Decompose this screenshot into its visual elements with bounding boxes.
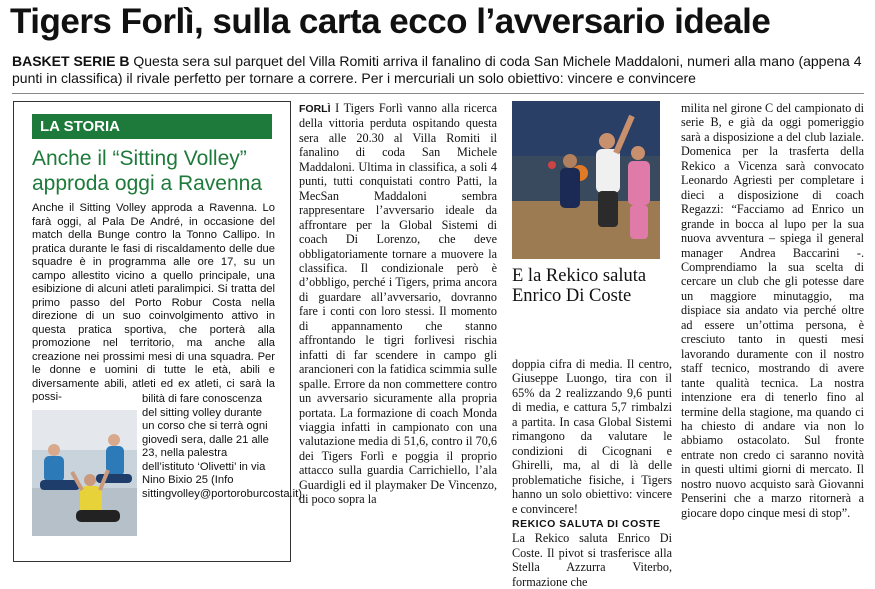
- subhead-text: Questa sera sul parquet del Villa Romiti arriva il fanalino di coda San Michele Maddaloni, numeri alla mano (appena 4 punti in classifica) il rivale perfetto per tornare a correre. Per i mercuriali un solo obiettivo: vincere e convincere: [12, 53, 862, 86]
- headline: Tigers Forlì, sulla carta ecco l’avversario ideale: [10, 2, 771, 41]
- header-divider: [12, 93, 864, 94]
- sidebar-text-continued: bilità di fare conoscenza del sitting volley durante un corso che si terrà ogni giovedì sera, dalle 21 alle 23, nella palestra dell’istituto ‘Olivetti’ in via Nino Bixio 25 (Info sittingvolley@portoroburcosta.it).: [142, 393, 306, 500]
- section-title: REKICO SALUTA DI COSTE: [512, 517, 661, 530]
- article-column-1: [299, 101, 497, 507]
- sidebar-tag: LA STORIA: [32, 114, 272, 139]
- sitting-volley-photo: [32, 410, 137, 536]
- subheadline: [12, 53, 867, 87]
- article-dateline: FORLÌ: [299, 103, 331, 115]
- sidebar-title: Anche il “Sitting Volley” approda oggi a Ravenna: [32, 147, 263, 195]
- photo-caption: E la Rekico saluta Enrico Di Coste: [512, 266, 647, 306]
- article-col1-text: I Tigers Forlì vanno alla ricerca della vittoria perduta ospitando questa sera alle 20.30 al Villa Romiti il fanalino di coda San Michele Maddaloni. Ultima in classifica, a soli 4 punti, tutti conquistati contro Patti, la MecSan Maddaloni sembra rappresentare l’avversario ideale da affrontare per la Global Sistemi di coach Di Lorenzo, che deve obbligatoriamente tornare a muovere la classifica. Il condizionale però è d’obbligo, perché i Tigers, prima ancora di guardare all’avversario, dovranno fare i conti con loro stessi. Il momento di appannamento che stanno affrontando le tigri forlivesi rischia infatti di far scendere in campo gli arancioneri con la fatidica scimmia sulle spalle. Errore da non commettere contro un avversario sicuramente alla propria portata. La formazione di coach Monda viaggia infatti in campionato con una valutazione media di 51,6, contro il 70,6 dei Tigers Forlì e poggia il proprio attacco sulla guardia Carrichiello, l’ala Guardigli ed il playmaker De Vincenzo, di poco sopra la: [299, 101, 497, 507]
- article-col3-text: milita nel girone C del campionato di serie B, e già da oggi pomeriggio sarà a disposizione a del club laziale. Domenica per la trasferta della Rekico a Vicenza sarà convocato Leonardo Agriesti per completare i dieci a disposizione di coach Regazzi: “Facciamo ad Enrico un grande in bocca al lupo per la sua nuova avventura – spiega il general manager Andrea Baccarini -. Comprendiamo la sua scelta di cercare un club che gli potesse dare un maggiore minutaggio, ma dispiace sia andato via perché oltre ad essere un’ottima persona, è cresciuto tanto in questi mesi lavorando duramente con il nostro staff tecnico, mostrando di avere tante qualità tecnica. La nostra intenzione era di tenerlo fino al termine della stagione, ma quando ci ha chiesto di andare via non lo abbiamo ostacolato. Sul fronte entrate non credo ci saranno novità in questi ultimi giorni di mercato. Il nostro nuovo acquisto sarà Giovanni Penserini che a marzo ritornerà a giocare dopo cinque mesi di stop”.: [681, 101, 864, 520]
- sidebar-text: Anche il Sitting Volley approda a Ravenna. Lo farà oggi, al Pala De André, in occasione del match della Bunge contro la Tonno Callipo. In pratica durante le fasi di riscaldamento delle due squadre è in programma alle ore 17, su un campo allestito vicino a quello principale, una esibizione di alcuni atleti paralimpici. Si tratta del primo passo del Porto Robur Costa nella direzione di un suo coinvolgimento attivo in questa pratica sportiva, che porterà alla promozione nel territorio, ma anche alla creazione nei prossimi mesi di una squadra. Per le donne e uomini di tutte le età, abili e diversamente abili, atleti ed ex atleti, ci sarà la possi-: [32, 202, 275, 403]
- article-col2b-text: La Rekico saluta Enrico Di Coste. Il pivot si trasferisce alla Stella Azzurra Viterbo, formazione che: [512, 531, 672, 589]
- subhead-kicker: BASKET SERIE B: [12, 53, 130, 69]
- article-column-3: [681, 101, 864, 520]
- article-column-2: [512, 357, 672, 589]
- basketball-photo: [512, 101, 660, 259]
- article-col2-text: doppia cifra di media. Il centro, Giuseppe Luongo, tira con il 65% da 2 realizzando 9,6 punti di media, e cattura 5,7 rimbalzi a partita. In casa Global Sistemi rimangono da valutare le condizioni di Cicognani e Ghirelli, ma, al di là delle problematiche fisiche, i Tigers hanno un solo obiettivo: vincere e convincere!: [512, 357, 672, 516]
